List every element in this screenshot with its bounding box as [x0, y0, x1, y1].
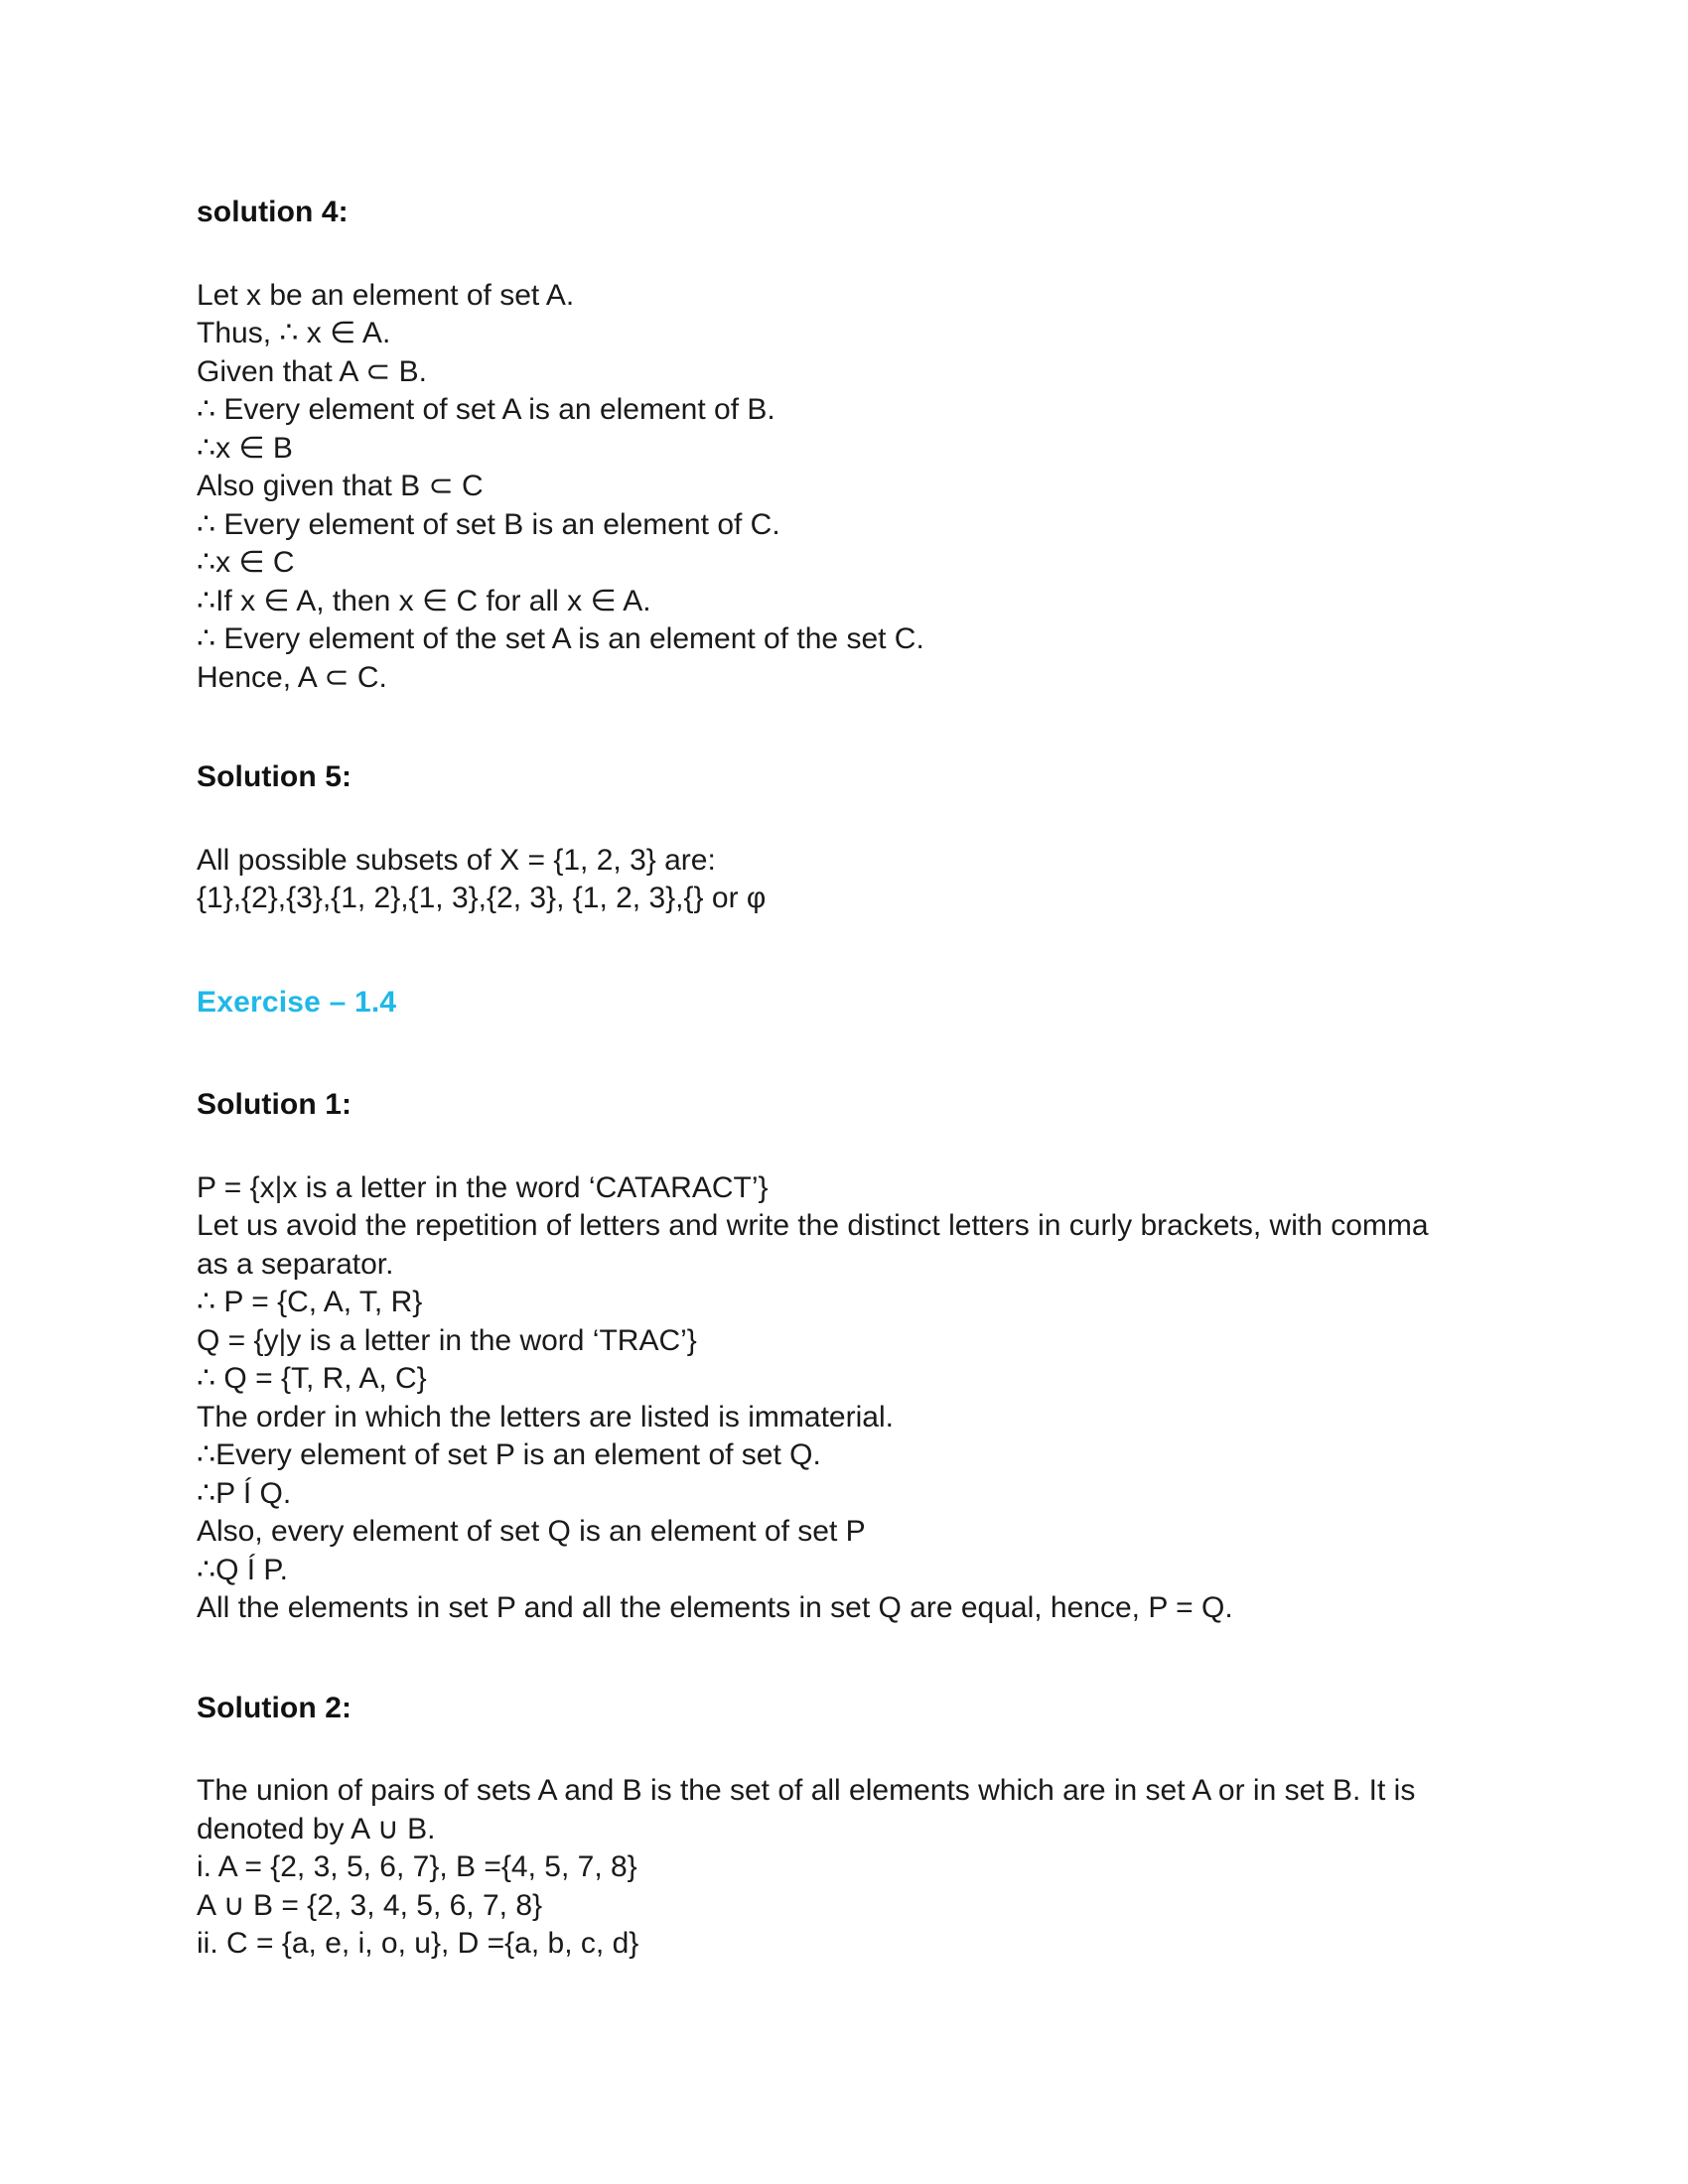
text-line: All possible subsets of X = {1, 2, 3} are:: [197, 843, 716, 877]
spacer: [197, 1021, 1456, 1086]
text-line: i. A = {2, 3, 5, 6, 7}, B ={4, 5, 7, 8}: [197, 1850, 637, 1883]
text-line: ∴x ∈ C: [197, 546, 295, 579]
spacer: [197, 697, 1456, 758]
spacer: [197, 918, 1456, 984]
text-line: Thus, ∴ x ∈ A.: [197, 317, 391, 349]
text-line: ∴ Q = {T, R, A, C}: [197, 1362, 427, 1395]
text-line: The order in which the letters are listed is immaterial.: [197, 1400, 894, 1433]
section-heading-solution-2: Solution 2:: [197, 1691, 352, 1724]
text-line: ∴P Í Q.: [197, 1476, 292, 1510]
section-body-solution-2: [197, 1772, 1456, 1964]
text-line: Let x be an element of set A.: [197, 278, 575, 312]
text-line: Given that A ⊂ B.: [197, 354, 427, 388]
text-line: ∴ P = {C, A, T, R}: [197, 1286, 423, 1318]
section-heading-solution-1: Solution 1:: [197, 1088, 352, 1121]
spacer: [197, 231, 1456, 277]
section-heading-solution-5: Solution 5:: [197, 760, 352, 793]
text-line: Also, every element of set Q is an element of set P: [197, 1515, 866, 1548]
text-line: Also given that B ⊂ C: [197, 470, 484, 502]
exercise-heading-1-4: Exercise – 1.4: [197, 985, 397, 1019]
section-body-solution-5: [197, 842, 1456, 918]
text-line: ∴ Every element of set A is an element of B.: [197, 393, 775, 426]
text-line: Q = {y|y is a letter in the word ‘TRAC’}: [197, 1323, 697, 1357]
text-line: ∴Q Í P.: [197, 1553, 288, 1586]
text-line: ∴If x ∈ A, then x ∈ C for all x ∈ A.: [197, 584, 651, 617]
text-line: All the elements in set P and all the elements in set Q are equal, hence, P = Q.: [197, 1591, 1233, 1624]
text-line: ii. C = {a, e, i, o, u}, D ={a, b, c, d}: [197, 1927, 639, 1960]
text-line: Let us avoid the repetition of letters and write the distinct letters in curly brackets, with comma as a separator.: [197, 1209, 1429, 1281]
document-body: [197, 194, 1456, 1964]
text-line: Hence, A ⊂ C.: [197, 660, 387, 694]
spacer: [197, 1628, 1456, 1690]
spacer: [197, 1726, 1456, 1772]
text-line: The union of pairs of sets A and B is the set of all elements which are in set A or in set B. It is denoted by A ∪ B.: [197, 1774, 1416, 1845]
text-line: {1},{2},{3},{1, 2},{1, 3},{2, 3}, {1, 2, 3},{} or φ: [197, 882, 767, 914]
text-line: ∴ Every element of the set A is an element of the set C.: [197, 622, 924, 655]
text-line: ∴ Every element of set B is an element of C.: [197, 507, 780, 541]
section-heading-solution-4: solution 4:: [197, 196, 349, 228]
text-line: ∴Every element of set P is an element of set Q.: [197, 1438, 821, 1471]
text-line: ∴x ∈ B: [197, 431, 293, 465]
section-body-solution-1: [197, 1169, 1456, 1628]
spacer: [197, 796, 1456, 842]
section-body-solution-4: [197, 277, 1456, 698]
text-line: A ∪ B = {2, 3, 4, 5, 6, 7, 8}: [197, 1888, 543, 1922]
spacer: [197, 1124, 1456, 1169]
text-line: P = {x|x is a letter in the word ‘CATARACT’}: [197, 1170, 769, 1204]
